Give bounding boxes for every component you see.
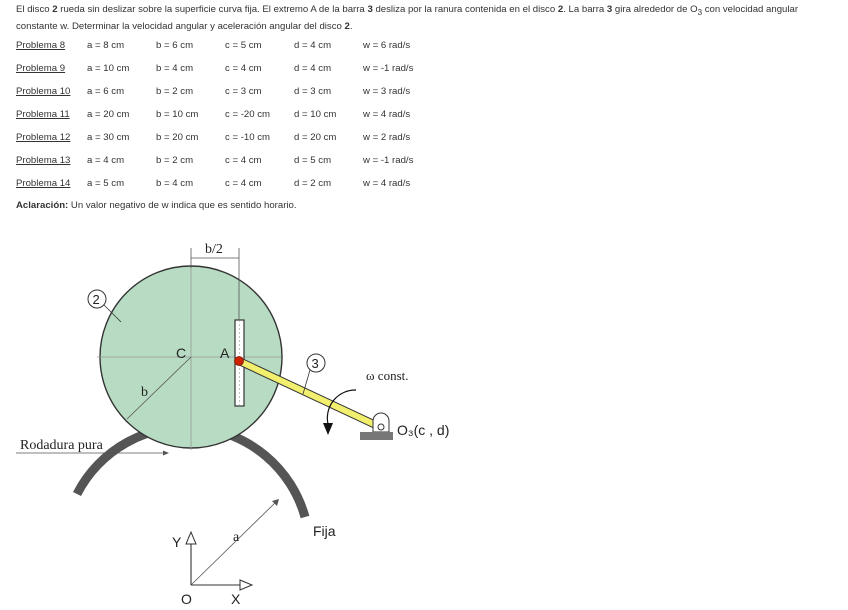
value-b: b = 2 cm <box>156 86 194 97</box>
value-d: d = 10 cm <box>294 109 337 120</box>
note-text: Un valor negativo de w indica que es sentido horario. <box>68 200 297 211</box>
x-axis-arrowhead <box>240 580 252 590</box>
value-w: w = 4 rad/s <box>363 178 411 189</box>
problem-link[interactable]: Problema 12 <box>16 132 71 143</box>
value-w: w = -1 rad/s <box>363 63 414 74</box>
mechanism-diagram <box>0 220 520 610</box>
value-b: b = 2 cm <box>156 155 194 166</box>
value-d: d = 4 cm <box>294 40 332 51</box>
value-c: c = 3 cm <box>225 86 262 97</box>
value-a: a = 30 cm <box>87 132 130 143</box>
value-c: c = 4 cm <box>225 178 262 189</box>
problem-link[interactable]: Problema 10 <box>16 86 71 97</box>
label-fixed: Fija <box>313 523 336 539</box>
label-center-c: C <box>176 345 187 361</box>
label-point-a: A <box>220 345 230 361</box>
problem-link[interactable]: Problema 9 <box>16 63 66 74</box>
problem-statement: El disco 2 rueda sin deslizar sobre la superficie curva fija. El extremo A de la barra 3 desliza por la ranura contenida en el disco 2. La barra 3 gira alrededor de $O_3$ con velocidad angular constante w. Determinar la velocidad angular y aceleración angular del disco 2. <box>16 4 799 32</box>
label-omega: ω const. <box>366 368 409 383</box>
value-a: a = 8 cm <box>87 40 125 51</box>
label-radius-a: a <box>233 530 240 545</box>
omega-arrowhead <box>323 423 333 435</box>
value-a: a = 5 cm <box>87 178 125 189</box>
value-w: w = 6 rad/s <box>363 40 411 51</box>
ground-block <box>360 432 393 440</box>
problem-link[interactable]: Problema 11 <box>16 109 70 120</box>
problem-link[interactable]: Problema 8 <box>16 40 66 51</box>
value-d: d = 5 cm <box>294 155 332 166</box>
label-disk-2: 2 <box>92 292 100 307</box>
value-d: d = 2 cm <box>294 178 332 189</box>
rolling-arrowhead <box>163 451 169 456</box>
value-b: b = 20 cm <box>156 132 199 143</box>
value-w: w = -1 rad/s <box>363 155 414 166</box>
value-d: d = 20 cm <box>294 132 337 143</box>
value-a: a = 20 cm <box>87 109 130 120</box>
label-axis-y: Y <box>172 534 182 550</box>
value-c: c = -10 cm <box>225 132 271 143</box>
problem-link[interactable]: Problema 14 <box>16 178 71 189</box>
value-b: b = 4 cm <box>156 63 194 74</box>
value-c: c = 5 cm <box>225 40 262 51</box>
value-a: a = 10 cm <box>87 63 130 74</box>
problem-link[interactable]: Problema 13 <box>16 155 71 166</box>
value-w: w = 3 rad/s <box>363 86 411 97</box>
label-bar-3: 3 <box>311 356 319 371</box>
clarification-note <box>16 199 297 213</box>
note-label: Aclaración: <box>16 200 69 211</box>
label-axis-x: X <box>231 591 241 607</box>
label-origin: O <box>181 591 192 607</box>
value-a: a = 6 cm <box>87 86 125 97</box>
value-b: b = 6 cm <box>156 40 194 51</box>
label-rolling: Rodadura pura <box>20 438 103 453</box>
label-b-half: b/2 <box>205 242 223 257</box>
value-b: b = 4 cm <box>156 178 194 189</box>
value-w: w = 4 rad/s <box>363 109 411 120</box>
label-pivot-o3: O₃(c , d) <box>397 422 450 438</box>
value-d: d = 4 cm <box>294 63 332 74</box>
value-b: b = 10 cm <box>156 109 199 120</box>
value-c: c = 4 cm <box>225 63 262 74</box>
value-w: w = 2 rad/s <box>363 132 411 143</box>
y-axis-arrowhead <box>186 532 196 544</box>
value-c: c = -20 cm <box>225 109 271 120</box>
value-a: a = 4 cm <box>87 155 125 166</box>
value-c: c = 4 cm <box>225 155 262 166</box>
label-radius-b: b <box>141 385 148 400</box>
value-d: d = 3 cm <box>294 86 332 97</box>
pivot-pin <box>378 424 384 430</box>
pin-a <box>235 357 244 366</box>
